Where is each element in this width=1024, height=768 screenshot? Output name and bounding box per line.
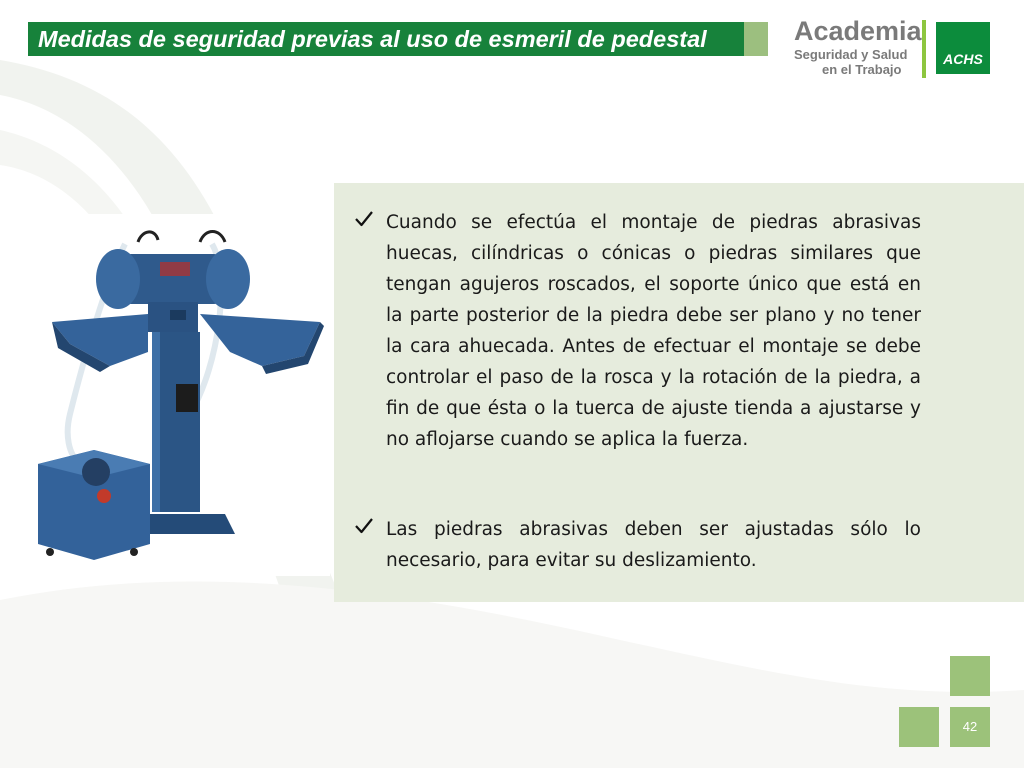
title-bar-fill: [28, 22, 744, 56]
page-number: 42: [962, 719, 978, 734]
logo-title: Academia: [794, 16, 922, 46]
achs-badge: [936, 22, 990, 74]
bullet-text: Las piedras abrasivas deben ser ajustadas sólo lo necesario, para evitar su deslizamiento.: [386, 519, 921, 571]
checkmark-icon: [354, 209, 374, 229]
academia-achs-logo: [790, 16, 996, 80]
slide-title: Medidas de seguridad previas al uso de esmeril de pedestal: [38, 26, 707, 52]
decor-square: [899, 707, 939, 747]
logo-subtitle-line2: en el Trabajo: [822, 62, 902, 77]
logo-subtitle-line1: Seguridad y Salud: [794, 47, 908, 62]
pedestal-grinder-image: [30, 214, 330, 576]
content-panel: [334, 183, 1024, 602]
decor-square: [950, 656, 990, 696]
page-number-box: [950, 707, 990, 747]
achs-badge-text: ACHS: [943, 51, 983, 67]
logo-divider: [922, 20, 926, 78]
title-bar: [28, 22, 768, 56]
checkmark-icon: [354, 516, 374, 536]
bullet-text: Cuando se efectúa el montaje de piedras abrasivas huecas, cilíndricas o cónicas o piedras similares que tengan agujeros roscados, el soporte único que está en la parte posterior de la piedra debe ser plano y no tener la cara ahuecada. Antes de efectuar el montaje se debe controlar el paso de la rosca y la rotación de la piedra, a fin de que ésta o la tuerca de ajuste tienda a ajustarse y no aflojarse cuando se aplica la fuerza.: [386, 212, 921, 450]
